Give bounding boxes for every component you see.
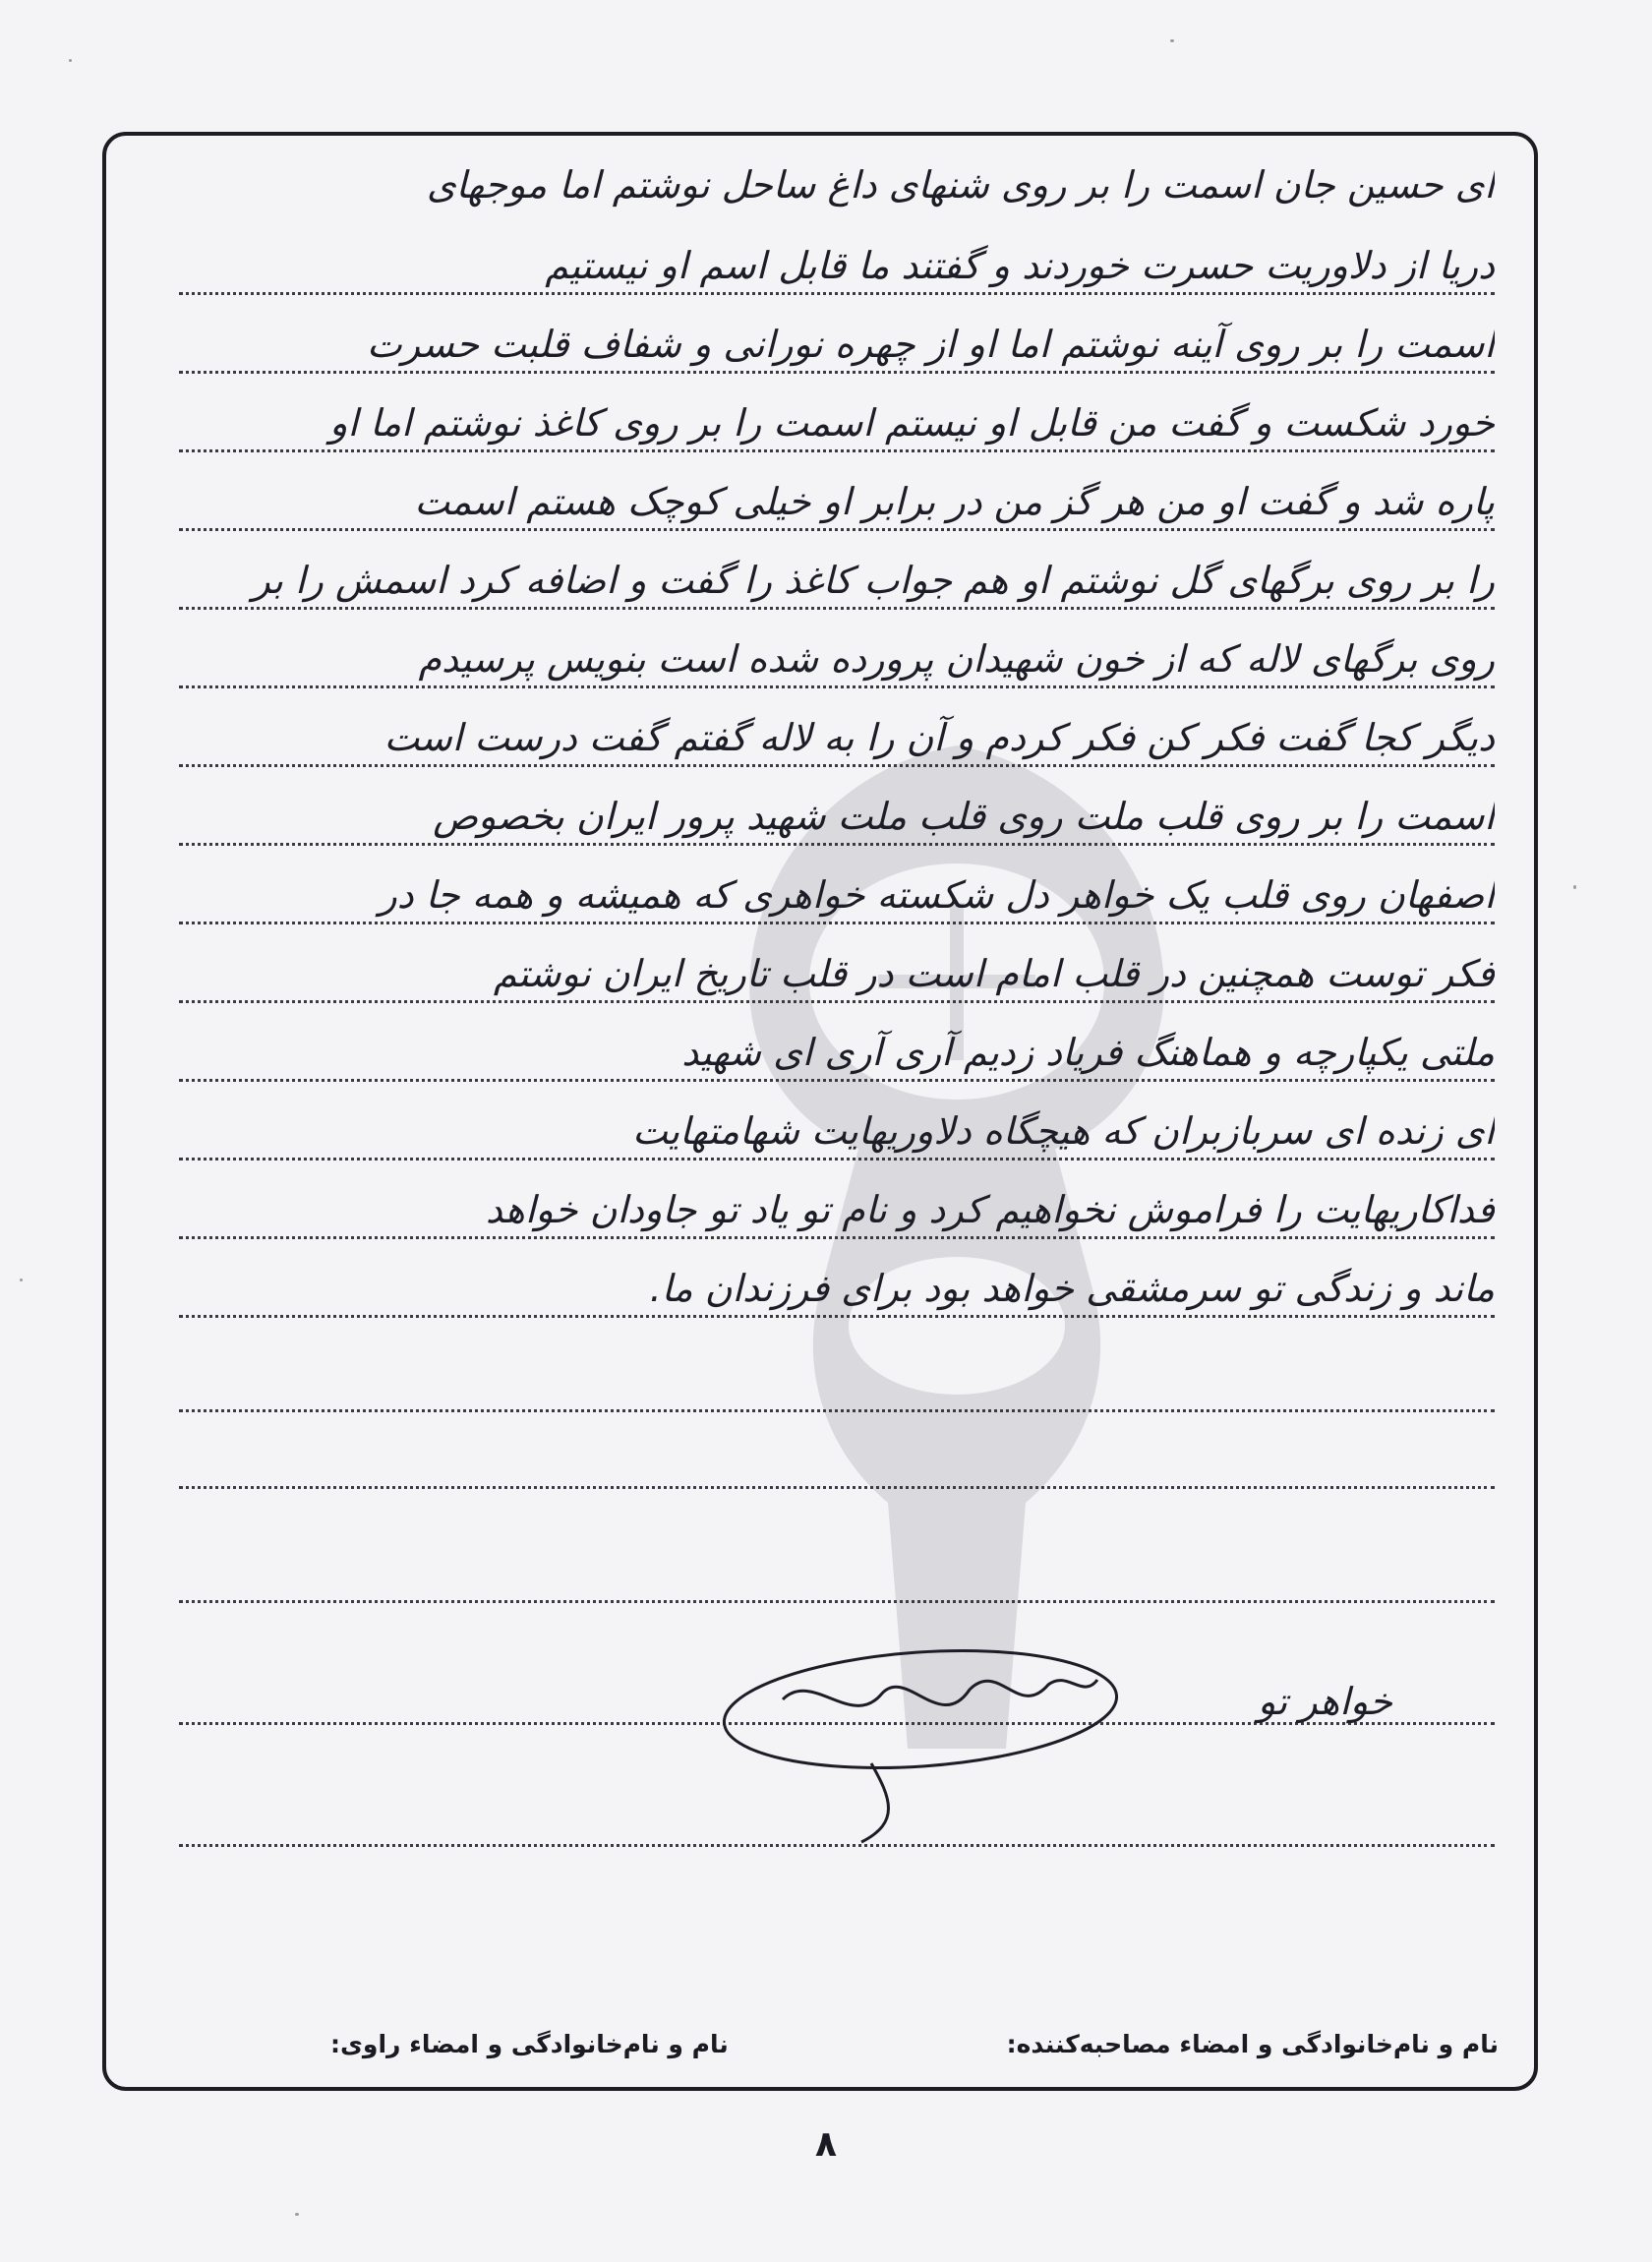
letter-line	[149, 1101, 1495, 1164]
handwritten-text: روی برگهای لاله که از خون شهیدان پرورده شده است بنویس پرسیدم	[418, 637, 1495, 681]
letter-line	[149, 1023, 1495, 1086]
letter-line	[149, 236, 1495, 299]
scan-speck	[1573, 885, 1576, 889]
handwritten-text: فکر توست همچنین در قلب امام است در قلب تاریخ ایران نوشتم	[493, 952, 1495, 995]
handwritten-text: اصفهان روی قلب یک خواهر دل شکسته خواهری که همیشه و همه جا در	[379, 873, 1495, 917]
handwritten-text: دریا از دلاوریت حسرت خوردند و گفتند ما قابل اسم او نیستیم	[545, 244, 1495, 287]
blank-line	[149, 1430, 1495, 1493]
handwritten-text: خورد شکست و گفت من قابل او نیستم اسمت را بر روی کاغذ نوشتم اما او	[329, 401, 1495, 445]
handwritten-text: دیگر کجا گفت فکر کن فکر کردم و آن را به لاله گفتم گفت درست است	[384, 716, 1495, 759]
blank-line	[149, 1353, 1495, 1416]
handwritten-text: ماند و زندگی تو سرمشقی خواهد بود برای فرزندان ما.	[649, 1267, 1495, 1310]
scan-speck	[69, 59, 72, 62]
letter-line	[149, 1259, 1495, 1322]
signature-block	[704, 1640, 1392, 1788]
page-number: ۸	[815, 2124, 837, 2165]
letter-line	[149, 315, 1495, 378]
scan-speck	[295, 2213, 299, 2216]
scan-speck	[20, 1279, 23, 1281]
signoff-text: خواهر تو	[1258, 1680, 1392, 1723]
scan-speck	[1170, 39, 1174, 42]
handwritten-text: ملتی یکپارچه و هماهنگ فریاد زدیم آری آری ای شهید	[681, 1031, 1495, 1074]
dotted-rule	[179, 1486, 1495, 1489]
emblem-watermark	[652, 686, 1262, 1808]
letter-line	[149, 708, 1495, 771]
narrator-signature-label: نام و نام‌خانوادگی و امضاء راوی:	[330, 2030, 729, 2058]
letter-line	[149, 472, 1495, 535]
handwritten-text: را بر روی برگهای گل نوشتم او هم جواب کاغذ را گفت و اضافه کرد اسمش را بر	[252, 559, 1495, 602]
dotted-rule	[179, 1409, 1495, 1412]
letter-line	[149, 551, 1495, 614]
handwritten-text: ای حسین جان اسمت را بر روی شنهای داغ ساحل نوشتم اما موجهای	[426, 163, 1495, 207]
handwritten-text: اسمت را بر روی آینه نوشتم اما او از چهره نورانی و شفاف قلبت حسرت	[366, 323, 1495, 366]
letter-line	[149, 865, 1495, 928]
letter-line	[149, 787, 1495, 850]
letter-line	[149, 1180, 1495, 1243]
handwritten-text: اسمت را بر روی قلب ملت روی قلب ملت شهید پرور ایران بخصوص	[433, 795, 1495, 838]
letter-line	[149, 155, 1495, 218]
letter-line	[149, 393, 1495, 456]
handwritten-text: فداکاریهایت را فراموش نخواهیم کرد و نام تو یاد تو جاودان خواهد	[485, 1188, 1495, 1231]
handwritten-text: ای زنده ای سربازبران که هیچگاه دلاوریهایت شهامتهایت	[632, 1109, 1495, 1153]
blank-line	[149, 1544, 1495, 1607]
letter-line	[149, 944, 1495, 1007]
document-frame	[102, 132, 1538, 2091]
handwritten-text: پاره شد و گفت او من هر گز من در برابر او خیلی کوچک هستم اسمت	[414, 480, 1495, 523]
handwritten-signature	[704, 1640, 1156, 1867]
interviewer-signature-label: نام و نام‌خانوادگی و امضاء مصاحبه‌کننده:	[1006, 2030, 1499, 2058]
dotted-rule	[179, 1600, 1495, 1603]
letter-line	[149, 629, 1495, 692]
